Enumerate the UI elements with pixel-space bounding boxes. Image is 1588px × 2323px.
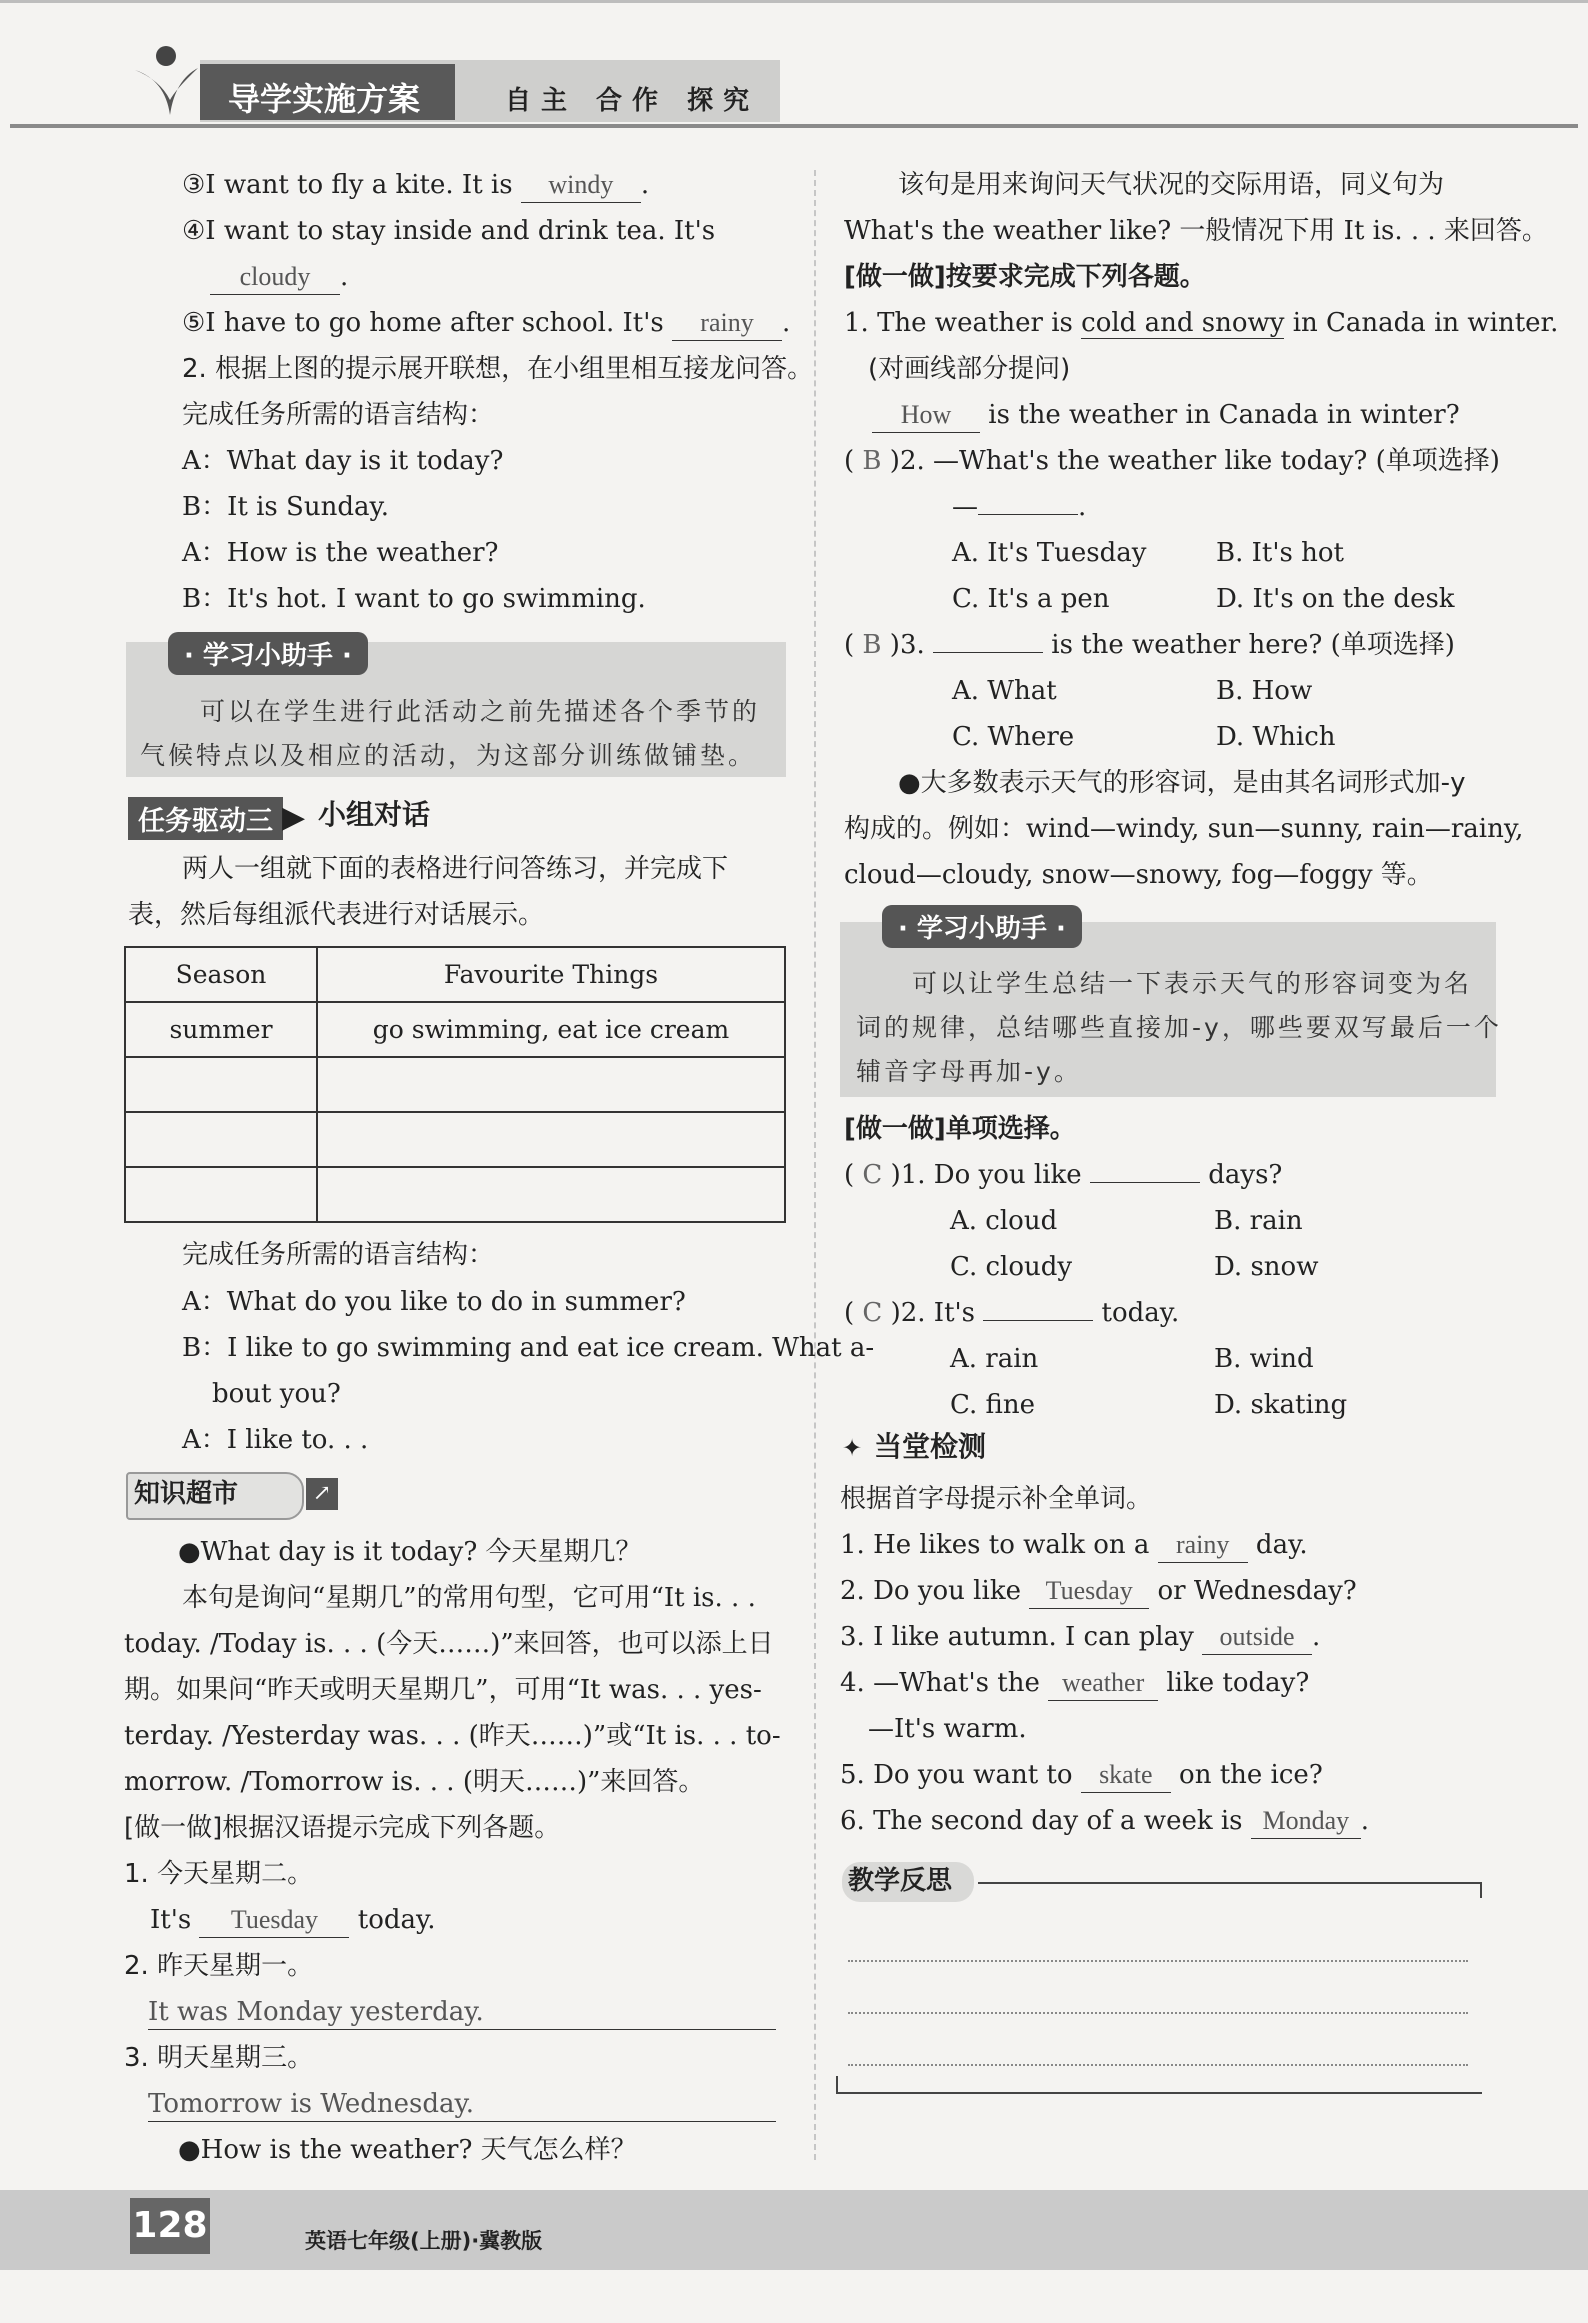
knowledge-text: cloud—cloudy, snow—snowy, fog—foggy 等。 (844, 860, 1433, 890)
reflect-frame (836, 2076, 1482, 2094)
dialog-line: B：I like to go swimming and eat ice cream. What a- (182, 1333, 875, 1363)
page-number: 128 (130, 2198, 210, 2254)
task-desc: 表，然后每组派代表进行对话展示。 (128, 900, 545, 930)
option: D. Which (1216, 722, 1336, 752)
helper-tab: · 学习小助手 · (882, 905, 1082, 948)
explain-text: 该句是用来询问天气状况的交际用语，同义句为 (898, 170, 1445, 200)
table-cell[interactable] (125, 1112, 317, 1167)
option: C. cloudy (950, 1252, 1073, 1282)
exercise-answer: It was Monday yesterday. (148, 1995, 776, 2030)
option: B. rain (1214, 1206, 1303, 1236)
check-item: 4. —What's the weather like today? (840, 1666, 1309, 1701)
dialog-line: B：It's hot. I want to go swimming. (182, 584, 646, 614)
knowledge-text: morrow. /Tomorrow is. . . (明天……)”来回答。 (124, 1767, 705, 1797)
knowledge-point: ●What day is it today? 今天星期几？ (178, 1537, 642, 1567)
structure-label: 完成任务所需的语言结构： (182, 1240, 495, 1270)
option: C. fine (950, 1390, 1035, 1420)
explain-text: What's the weather like? 一般情况下用 It is. . . 来回答。 (844, 216, 1548, 246)
dialog-line: bout you? (212, 1379, 341, 1409)
option: B. It's hot (1216, 538, 1344, 568)
knowledge-point: ●大多数表示天气的形容词，是由其名词形式加-y (898, 768, 1466, 798)
footer-bar (0, 2190, 1588, 2270)
option: A. What (952, 676, 1057, 706)
arrow-icon: ▶ (282, 800, 306, 835)
table-cell: Season (125, 947, 317, 1002)
exercise-item: 1. 今天星期二。 (124, 1859, 314, 1889)
check-instruction: 根据首字母提示补全单词。 (840, 1484, 1153, 1514)
helper-tab: · 学习小助手 · (168, 632, 368, 675)
table-row (125, 1167, 785, 1222)
exercise-instruction: [做一做]根据汉语提示完成下列各题。 (124, 1813, 561, 1843)
option: C. Where (952, 722, 1075, 752)
dialog-line: B：It is Sunday. (182, 492, 389, 522)
q5: ⑤I have to go home after school. It's rainy . (182, 306, 790, 341)
option: D. skating (1214, 1390, 1348, 1420)
header-tags: 自主 合作 探究 (505, 86, 760, 116)
option: B. wind (1214, 1344, 1314, 1374)
exercise-note: (对画线部分提问) (868, 354, 1071, 384)
item2: 2. 根据上图的提示展开联想，在小组里相互接龙问答。 (182, 354, 814, 384)
task-desc: 两人一组就下面的表格进行问答练习，并完成下 (182, 854, 729, 884)
helper-text: 可以让学生总结一下表示天气的形容词变为名 (912, 969, 1473, 998)
choice-question: ( C )1. Do you like days? (844, 1160, 1283, 1190)
table-cell[interactable] (317, 1057, 785, 1112)
check-item: 6. The second day of a week is Monday . (840, 1804, 1369, 1839)
reflect-line[interactable] (848, 1960, 1468, 1962)
knowledge-text: 本句是询问“星期几”的常用句型，它可用“It is. . . (182, 1583, 756, 1613)
knowledge-text: 构成的。例如：wind—windy, sun—sunny, rain—rainy, (844, 814, 1524, 844)
column-divider (814, 170, 816, 2160)
option: A. It's Tuesday (952, 538, 1147, 568)
knowledge-badge: 知识超市 (134, 1479, 239, 1509)
check-item: 3. I like autumn. I can play outside . (840, 1620, 1320, 1655)
knowledge-point: ●How is the weather? 天气怎么样？ (178, 2135, 637, 2165)
choice-question: ( C )2. It's today. (844, 1298, 1180, 1328)
reflect-line[interactable] (848, 2064, 1468, 2066)
reflect-title: 教学反思 (848, 1866, 953, 1896)
dialog-line: A：I like to. . . (182, 1425, 369, 1455)
table-cell: Favourite Things (317, 947, 785, 1002)
knowledge-text: today. /Today is. . . (今天……)”来回答，也可以添上日 (124, 1629, 774, 1659)
check-item: 2. Do you like Tuesday or Wednesday? (840, 1574, 1357, 1609)
header-title: 导学实施方案 (228, 80, 421, 118)
table-row (125, 947, 785, 1002)
helper-text: 气候特点以及相应的活动，为这部分训练做铺垫。 (140, 741, 757, 770)
choice-question: ( B )3. is the weather here? (单项选择) (844, 630, 1455, 660)
dialog-line: A：What day is it today? (182, 446, 504, 476)
option: A. rain (950, 1344, 1039, 1374)
book-title: 英语七年级(上册)·冀教版 (305, 2229, 543, 2253)
q4-answer: cloudy . (210, 260, 348, 295)
structure-label: 完成任务所需的语言结构： (182, 400, 495, 430)
exercise-answer: How is the weather in Canada in winter? (872, 398, 1460, 433)
option: B. How (1216, 676, 1313, 706)
logo-icon (130, 40, 200, 120)
table-cell: go swimming, eat ice cream (317, 1002, 785, 1057)
task-title: 小组对话 (318, 798, 431, 831)
exercise-instruction: [做一做]单项选择。 (844, 1114, 1076, 1144)
option: D. It's on the desk (1216, 584, 1455, 614)
option: A. cloud (950, 1206, 1058, 1236)
helper-text: 可以在学生进行此活动之前先描述各个季节的 (200, 697, 761, 726)
q3: ③I want to fly a kite. It is windy . (182, 168, 649, 203)
dialog-line: A：How is the weather? (182, 538, 499, 568)
pointer-icon: ↗ (306, 1478, 338, 1510)
reflect-line[interactable] (848, 2012, 1468, 2014)
check-item: —It's warm. (868, 1714, 1027, 1744)
knowledge-text: 期。如果问“昨天或明天星期几”，可用“It was. . . yes- (124, 1675, 762, 1705)
table-row (125, 1002, 785, 1057)
top-rule (0, 0, 1588, 3)
answer-blank: — . (952, 492, 1087, 522)
dialog-line: A：What do you like to do in summer? (182, 1287, 686, 1317)
table-row (125, 1057, 785, 1112)
knowledge-text: terday. /Yesterday was. . . (昨天……)”或“It is. . . to- (124, 1721, 781, 1751)
table-cell[interactable] (317, 1167, 785, 1222)
option: D. snow (1214, 1252, 1319, 1282)
table-cell[interactable] (125, 1167, 317, 1222)
exercise-instruction: [做一做]按要求完成下列各题。 (844, 262, 1206, 292)
exercise-answer: It's Tuesday today. (150, 1903, 436, 1938)
exercise-item: 1. The weather is cold and snowy in Canada in winter. (844, 308, 1559, 338)
check-item: 1. He likes to walk on a rainy day. (840, 1528, 1308, 1563)
option: C. It's a pen (952, 584, 1110, 614)
helper-text: 词的规律，总结哪些直接加-y，哪些要双写最后一个 (856, 1013, 1502, 1042)
helper-text: 辅音字母再加-y。 (856, 1057, 1082, 1086)
exercise-item: 3. 明天星期三。 (124, 2043, 314, 2073)
star-icon: ✦ (842, 1434, 863, 1462)
check-item: 5. Do you want to skate on the ice? (840, 1758, 1323, 1793)
table-cell: summer (125, 1002, 317, 1057)
header-rule (10, 124, 1578, 128)
choice-question: ( B )2. —What's the weather like today? (单项选择) (844, 446, 1500, 476)
task-badge: 任务驱动三 (128, 797, 283, 840)
table-cell[interactable] (125, 1057, 317, 1112)
exercise-item: 2. 昨天星期一。 (124, 1951, 314, 1981)
q4: ④I want to stay inside and drink tea. It's (182, 216, 716, 246)
table-cell[interactable] (317, 1112, 785, 1167)
exercise-answer: Tomorrow is Wednesday. (148, 2087, 776, 2122)
check-title: 当堂检测 (874, 1430, 987, 1463)
table-row (125, 1112, 785, 1167)
reflect-rule (978, 1882, 1482, 1898)
season-table (124, 946, 786, 1223)
